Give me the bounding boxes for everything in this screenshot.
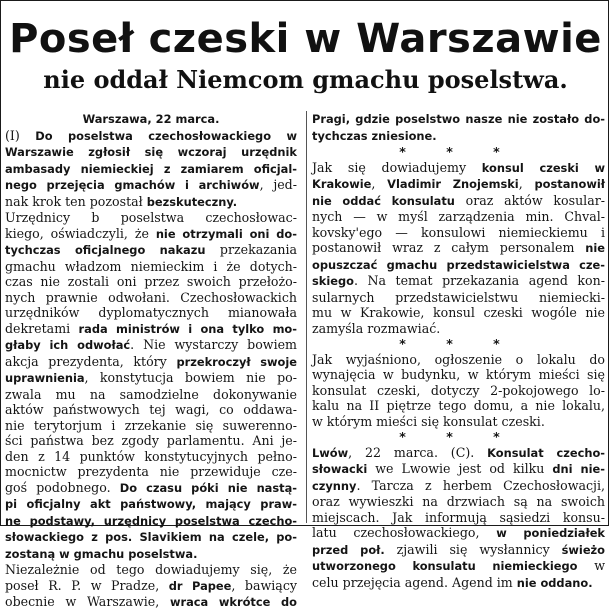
bold-text: dni nie-: [552, 462, 605, 476]
text-line: [312, 494, 605, 510]
text-line: [312, 558, 605, 575]
text-line: [312, 273, 605, 290]
bold-text: słowackiego z pos. Slavikiem na czele, po-: [5, 530, 297, 544]
text-line: [312, 128, 605, 145]
text-line: [5, 274, 297, 290]
body-text: akcja prezydenta, który: [5, 353, 177, 369]
text-line: [5, 418, 297, 434]
text-line: [312, 305, 605, 321]
body-text: , jed-: [259, 177, 297, 192]
body-text: Niezależnie od tego dowiadujemy się, że: [5, 562, 297, 577]
text-line: [5, 144, 297, 161]
section-separator: * * *: [399, 336, 518, 351]
body-text: kiego, oświadczyli, że: [5, 225, 156, 241]
text-line: [5, 562, 297, 578]
text-line: [5, 337, 297, 354]
body-text: przekazania: [205, 242, 298, 257]
text-line: [5, 578, 297, 595]
bold-text: Do poselstwa czechosłowackiego w: [35, 128, 297, 143]
text-line: [5, 464, 297, 480]
text-line: [312, 367, 605, 383]
bold-text: rada ministrów i ona tylko mo-: [78, 321, 297, 336]
bold-text: przed poł.: [312, 542, 385, 557]
text-line: [5, 111, 297, 128]
bold-text: wraca wkrótce do: [169, 595, 298, 609]
body-text: mu w Krakowie, konsul czeski wogóle nie: [312, 305, 605, 320]
bold-text: tychczas zniesione.: [312, 128, 437, 143]
subheadline: nie oddał Niemcom gmachu poselstwa.: [43, 65, 568, 94]
body-text: . Tarcza z herbem Czechosłowacji,: [356, 477, 605, 493]
body-text: nak krok ten pozostał: [5, 193, 147, 209]
text-line: [5, 194, 297, 211]
section-separator: * * *: [399, 429, 518, 444]
body-text: kalu na II piętrze tego domu, a nie lokalu,: [312, 398, 605, 413]
text-line: [5, 177, 297, 194]
bold-text: głaby ich odwołać: [5, 338, 131, 352]
text-line: [5, 529, 297, 546]
text-line: [5, 259, 297, 275]
text-line: [312, 352, 605, 368]
body-text: zwala mu na samodzielne dokonywanie: [5, 386, 297, 402]
bold-text: tychczas oficjalnego nakazu: [5, 243, 206, 257]
body-text: zjawili się wysłannicy: [384, 541, 562, 557]
body-text: oraz aktów kosular-: [454, 192, 605, 208]
bold-text: skiego: [312, 274, 354, 288]
bold-text: opuszczać gmachu przedstawicielstwa cze-: [312, 257, 605, 272]
body-text: (I): [5, 127, 36, 143]
text-line: [312, 160, 605, 177]
bold-text: Krakowie: [312, 177, 372, 191]
text-line: [312, 209, 605, 225]
bold-text: pi oficjalny akt państwowy, mający praw-: [5, 497, 297, 511]
body-text: czas nie zostali oni przez swoich przełożo-: [5, 274, 297, 289]
text-line: [5, 496, 297, 513]
body-text: . Nie wystarczy bowiem: [130, 337, 297, 352]
body-text: sularnych przedstawicielstwu niemiecki-: [312, 289, 605, 305]
bold-text: Lwów: [312, 445, 349, 460]
body-text: kovsky'ego — konsulowi niemieckiemu i: [312, 224, 605, 240]
body-text: latu czechosłowackiego,: [312, 525, 497, 540]
bold-text: bezskuteczny.: [146, 194, 238, 209]
text-line: [5, 161, 297, 178]
bold-text: uprawnienia: [5, 371, 85, 385]
body-text: , bawiący: [231, 577, 297, 593]
bold-text: Konsulat czecho-: [487, 445, 605, 460]
body-text: Jak się dowiadujemy: [312, 159, 482, 175]
body-text: we Lwowie jest od kilku: [367, 461, 553, 476]
bold-text: nie oddano.: [516, 575, 593, 590]
text-line: [5, 321, 297, 338]
text-line: [5, 128, 297, 145]
text-line: [5, 354, 297, 371]
text-line: [5, 594, 297, 611]
text-line: [5, 387, 297, 403]
body-text: postanowił wraz z całym personalem: [312, 240, 586, 255]
body-text: zamyśla rozmawiać.: [312, 320, 441, 336]
bold-text: konsul czeski w: [481, 160, 605, 175]
bold-text: Vladimir Znojemski: [387, 177, 519, 191]
column-divider: [306, 111, 307, 523]
text-line: [5, 305, 297, 321]
bold-text: utworzonego konsulatu niemieckiego: [312, 559, 578, 573]
body-text: mocnictw prezydenta nie przewiduje cze-: [5, 464, 297, 479]
bold-text: w poniedziałek: [496, 526, 605, 540]
bold-text: nie: [585, 241, 605, 255]
body-text: obecnie w Warszawie,: [5, 594, 170, 609]
text-line: [312, 398, 605, 414]
text-line: [312, 383, 605, 399]
text-line: [312, 542, 605, 559]
body-text: ,: [371, 176, 388, 191]
text-line: [312, 321, 605, 337]
body-text: den z 14 punktów konstytucyjnych pełno-: [5, 448, 297, 464]
text-line: [5, 433, 297, 449]
text-line: [312, 414, 605, 430]
body-text: nie terytorjum i zrzekanie się suwerenno-: [5, 417, 297, 433]
body-text: miejscach. Jak informują sąsiedzi konsu-: [312, 509, 605, 525]
text-line: [5, 210, 297, 226]
bold-text: Warszawie zgłosił się wczoraj urzędnik: [5, 145, 297, 159]
bold-text: dr Papee: [168, 578, 232, 593]
text-line: [312, 525, 605, 542]
bold-text: przekroczył swoje: [176, 354, 297, 369]
body-text: wynajęcia w budynku, w którym mieści się: [312, 367, 605, 382]
body-text: gmachu władzom niemieckim i że dotych-: [5, 258, 297, 274]
body-text: oraz wywieszki na drzwiach są na swoich: [312, 494, 605, 509]
body-text: nych prawnie odwołani. Czechosłowackich: [5, 289, 297, 305]
body-text: Urzędnicy b poselstwa czechosłowac-: [5, 210, 297, 225]
body-text: poseł R. P. w Pradze,: [5, 577, 169, 593]
text-line: [5, 226, 297, 243]
body-text: urzędników dyplomatycznych mianowała: [5, 305, 297, 320]
text-line: [312, 225, 605, 241]
body-text: ści państwa bez zgody parlamentu. Ani je-: [5, 433, 297, 448]
body-text: , 22 marca. (C).: [348, 444, 488, 460]
body-text: Jak wyjaśniono, ogłoszenie o lokalu do: [312, 351, 605, 367]
text-line: [312, 176, 605, 193]
headline: Poseł czeski w Warszawie: [9, 16, 602, 62]
text-line: [5, 480, 297, 497]
bold-text: ne podstawy, urzędnicy poselstwa czecho-: [5, 513, 297, 528]
text-line: [5, 402, 297, 418]
text-line: [312, 257, 605, 274]
text-line: [5, 449, 297, 465]
bold-text: nie otrzymali oni do-: [155, 226, 297, 241]
text-line: [5, 290, 297, 306]
bold-text: czynny: [312, 478, 357, 493]
text-line: [5, 370, 297, 387]
text-line: [312, 111, 605, 128]
body-text: celu przejęcia agend. Agend im: [312, 574, 517, 590]
bold-text: postanowił: [534, 177, 605, 191]
section-separator: * * *: [399, 144, 518, 159]
bold-text: nie oddać konsulatu: [312, 193, 455, 208]
body-text: konsulat czeski, dotyczy 2-pokojowego lo-: [312, 382, 605, 398]
bold-text: Warszawa, 22 marca.: [82, 112, 220, 126]
bold-text: nego przejęcia gmachów i archiwów: [5, 178, 260, 192]
text-line: [312, 461, 605, 478]
body-text: nych — w myśl zarządzenia min. Chval-: [312, 209, 605, 224]
text-line: [312, 240, 605, 257]
bold-text: Pragi, gdzie poselstwo nasze nie zostało do-: [312, 112, 605, 126]
body-text: ,: [518, 176, 535, 191]
text-line: [5, 242, 297, 259]
text-line: [312, 193, 605, 210]
text-line: [312, 510, 605, 526]
text-line: [312, 290, 605, 306]
body-text: w: [577, 558, 605, 573]
text-line: [5, 546, 297, 563]
body-text: . Na temat przekazania agend kon-: [353, 273, 605, 288]
text-line: [312, 445, 605, 462]
right-column: [312, 111, 605, 591]
body-text: goś podobnego.: [5, 479, 120, 495]
body-text: aktów państwowych tej wagi, co oddawa-: [5, 402, 297, 417]
bold-text: Do czasu póki nie nastą-: [119, 480, 298, 495]
left-column: [5, 111, 297, 611]
bold-text: świeżo: [561, 542, 606, 557]
body-text: w którym mieści się konsulat czeski.: [312, 413, 545, 429]
bold-text: ambasady niemieckiej z zamiarem oficjal-: [5, 161, 297, 176]
text-line: [312, 478, 605, 495]
body-text: dekretami: [5, 320, 79, 336]
bold-text: słowacki: [312, 462, 368, 476]
body-text: , konstytucja bowiem nie po-: [84, 370, 297, 385]
text-line: [5, 513, 297, 530]
text-line: [312, 575, 605, 592]
bold-text: zostaną w gmachu poselstwa.: [5, 546, 198, 561]
